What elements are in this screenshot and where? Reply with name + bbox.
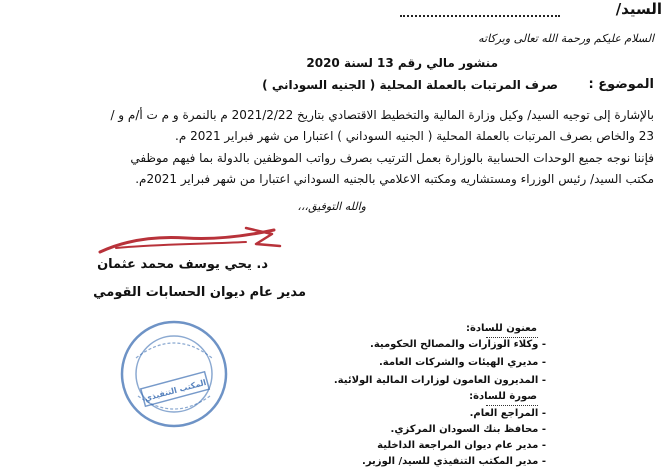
list-item: - محافظ بنك السودان المركزي. xyxy=(390,424,546,435)
signatory-title: مدير عام ديوان الحسابات القومي xyxy=(93,285,306,300)
greeting: السلام عليكم ورحمة الله تعالى وبركاته xyxy=(478,32,654,45)
body-paragraph-line: بالإشارة إلى توجيه السيد/ وكيل وزارة المالية والتخطيط الاقتصادي بتاريخ 2021/2/22 م بالنمرة و م ت أ/م و / xyxy=(110,108,654,122)
body-paragraph-line: 23 والخاص بصرف المرتبات بالعملة المحلية ( الجنيه السوداني ) اعتبارا من شهر فبراير 2021 م. xyxy=(175,129,654,143)
list-item: - مدير عام ديوان المراجعة الداخلية xyxy=(377,440,546,451)
copies-to-underline xyxy=(486,404,538,406)
list-item: - مدير المكتب التنفيذي للسيد/ الوزير. xyxy=(362,456,546,467)
addressed-to-underline xyxy=(486,336,538,338)
list-item: - مديري الهيئات والشركات العامة. xyxy=(379,357,546,368)
list-item: - المراجع العام. xyxy=(469,408,546,419)
list-item: - المديرون العامون لوزارات المالية الولائية. xyxy=(333,375,546,386)
circular-number: منشور مالي رقم 13 لسنة 2020 xyxy=(306,56,498,70)
addressee-salutation: السيد/ xyxy=(615,0,662,18)
addressee-blank-line xyxy=(400,3,560,17)
copies-to-heading: صورة للسادة: xyxy=(469,391,537,402)
subject-label: الموضوع : xyxy=(588,77,654,92)
subject-text: صرف المرتبات بالعملة المحلية ( الجنيه السوداني ) xyxy=(262,78,558,92)
body-paragraph-line: مكتب السيد/ رئيس الوزراء ومستشاريه ومكتبه الاعلامي بالجنيه السوداني اعتبارا من شهر فبراير 2021م. xyxy=(135,172,654,186)
handwritten-signature xyxy=(96,222,286,262)
stamp-label: المكتب التنفيذي xyxy=(143,377,208,404)
list-item: - وكلاء الوزارات والمصالح الحكومية. xyxy=(370,339,546,350)
official-stamp xyxy=(118,318,230,430)
closing-phrase: والله التوفيق،،، xyxy=(297,200,366,213)
addressed-to-heading: معنون للسادة: xyxy=(465,323,537,334)
body-paragraph-line: فإننا نوجه جميع الوحدات الحسابية بالوزارة بعمل الترتيب بصرف رواتب الموظفين بالدولة بما فيهم موظفي xyxy=(130,151,654,165)
signatory-name: د. يحي يوسف محمد عثمان xyxy=(97,257,268,272)
